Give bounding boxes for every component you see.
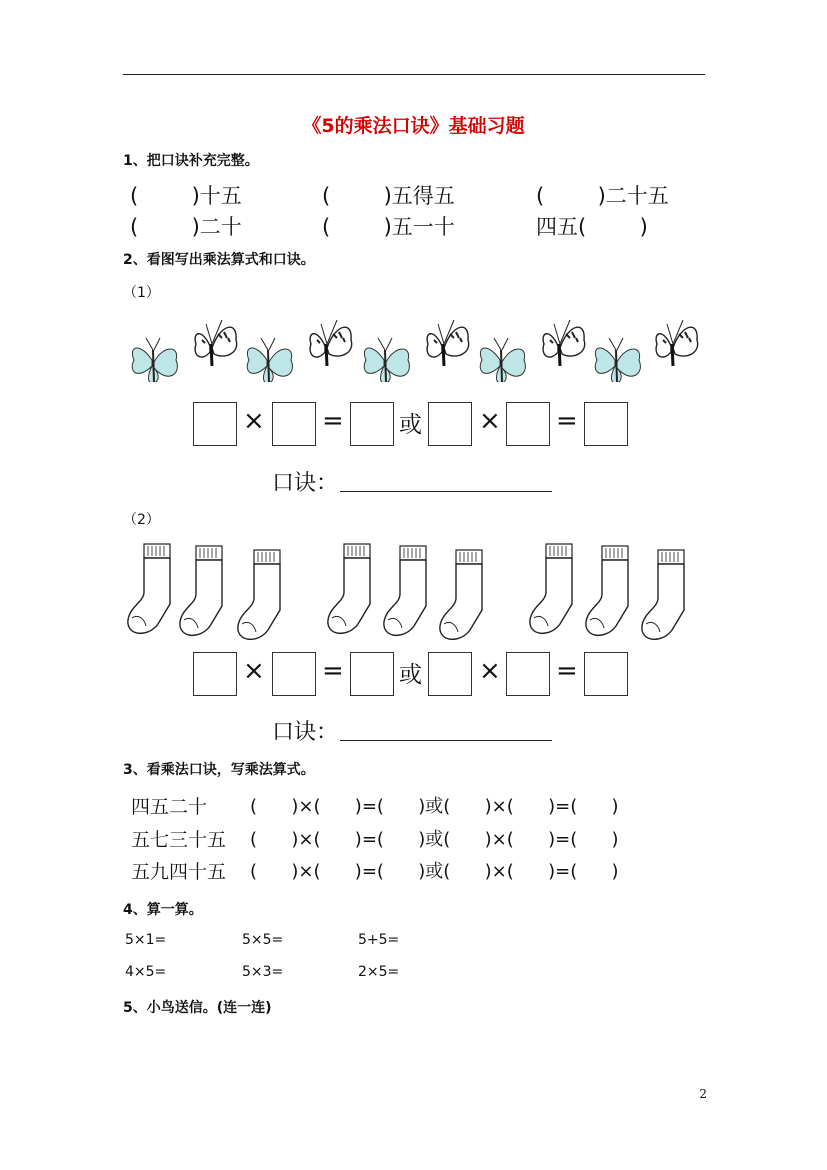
q3-rhyme: 四五二十: [131, 796, 208, 818]
butterfly-icon: [132, 338, 177, 382]
answer-box[interactable]: [506, 652, 550, 696]
butterfly-icon: [480, 338, 525, 382]
answer-box[interactable]: [584, 652, 628, 696]
q3-answer-template: ( )×( )=( )或( )×( )=( ): [250, 861, 619, 882]
koujue-answer-line[interactable]: [340, 740, 552, 741]
times-sign: ×: [479, 406, 501, 436]
answer-box[interactable]: [193, 652, 237, 696]
answer-box[interactable]: [584, 402, 628, 446]
sock-icon: [586, 546, 628, 635]
q3-rhyme: 五九四十五: [131, 861, 227, 883]
sock-icon: [238, 550, 280, 639]
q1-item: ( )十五: [130, 184, 242, 208]
equals-sign: =: [322, 656, 344, 686]
q5-heading: 5、小鸟送信。(连一连): [123, 1000, 272, 1016]
butterfly-icon: [364, 338, 409, 382]
or-label: 或: [399, 412, 422, 438]
page-number: 2: [699, 1087, 707, 1101]
q1-item: ( )二十: [130, 215, 242, 239]
sock-icon: [128, 544, 170, 633]
header-rule: [123, 74, 705, 75]
or-label: 或: [399, 662, 422, 688]
butterfly-icon: [595, 338, 640, 382]
answer-box[interactable]: [428, 652, 472, 696]
butterfly-icon: [195, 320, 237, 366]
q2-heading: 2、看图写出乘法算式和口诀。: [123, 252, 315, 268]
koujue-answer-line[interactable]: [340, 491, 552, 492]
calc-item: 2×5=: [358, 964, 400, 980]
equals-sign: =: [556, 406, 578, 436]
answer-box[interactable]: [350, 402, 394, 446]
times-sign: ×: [243, 656, 265, 686]
sock-icon: [642, 550, 684, 639]
answer-box[interactable]: [350, 652, 394, 696]
times-sign: ×: [243, 406, 265, 436]
q3-answer-template: ( )×( )=( )或( )×( )=( ): [250, 829, 619, 850]
times-sign: ×: [479, 656, 501, 686]
answer-box[interactable]: [506, 402, 550, 446]
sock-icon: [530, 544, 572, 633]
q3-heading: 3、看乘法口诀，写乘法算式。: [123, 762, 315, 778]
answer-box[interactable]: [272, 402, 316, 446]
answer-box[interactable]: [193, 402, 237, 446]
q3-rhyme: 五七三十五: [131, 829, 227, 851]
butterfly-icon: [656, 320, 698, 366]
q1-item: 四五( ): [536, 215, 648, 239]
q3-answer-template: ( )×( )=( )或( )×( )=( ): [250, 796, 619, 817]
sock-icon: [180, 546, 222, 635]
q1-item: ( )五得五: [322, 184, 455, 208]
q2-part1-label: （1）: [123, 285, 160, 301]
butterfly-icon: [247, 338, 292, 382]
butterfly-icon: [427, 320, 469, 366]
answer-box[interactable]: [272, 652, 316, 696]
koujue-label: 口诀：: [272, 720, 339, 745]
butterflies-illustration: [130, 312, 710, 382]
q2-part2-label: （2）: [123, 512, 160, 528]
socks-illustration: [126, 540, 701, 640]
koujue-label: 口诀：: [272, 471, 339, 496]
sock-icon: [440, 550, 482, 639]
calc-item: 4×5=: [125, 964, 167, 980]
q1-item: ( )五一十: [322, 215, 455, 239]
calc-item: 5×3=: [242, 964, 284, 980]
calc-item: 5×5=: [242, 932, 284, 948]
equals-sign: =: [556, 656, 578, 686]
calc-item: 5+5=: [358, 932, 400, 948]
calc-item: 5×1=: [125, 932, 167, 948]
butterfly-icon: [310, 320, 352, 366]
q4-heading: 4、算一算。: [123, 902, 203, 918]
equals-sign: =: [322, 406, 344, 436]
q1-heading: 1、把口诀补充完整。: [123, 153, 259, 169]
butterfly-icon: [543, 320, 585, 366]
sock-icon: [384, 546, 426, 635]
sock-icon: [328, 544, 370, 633]
answer-box[interactable]: [428, 402, 472, 446]
page-title: 《5的乘法口诀》基础习题: [302, 115, 525, 137]
q1-item: ( )二十五: [536, 184, 669, 208]
